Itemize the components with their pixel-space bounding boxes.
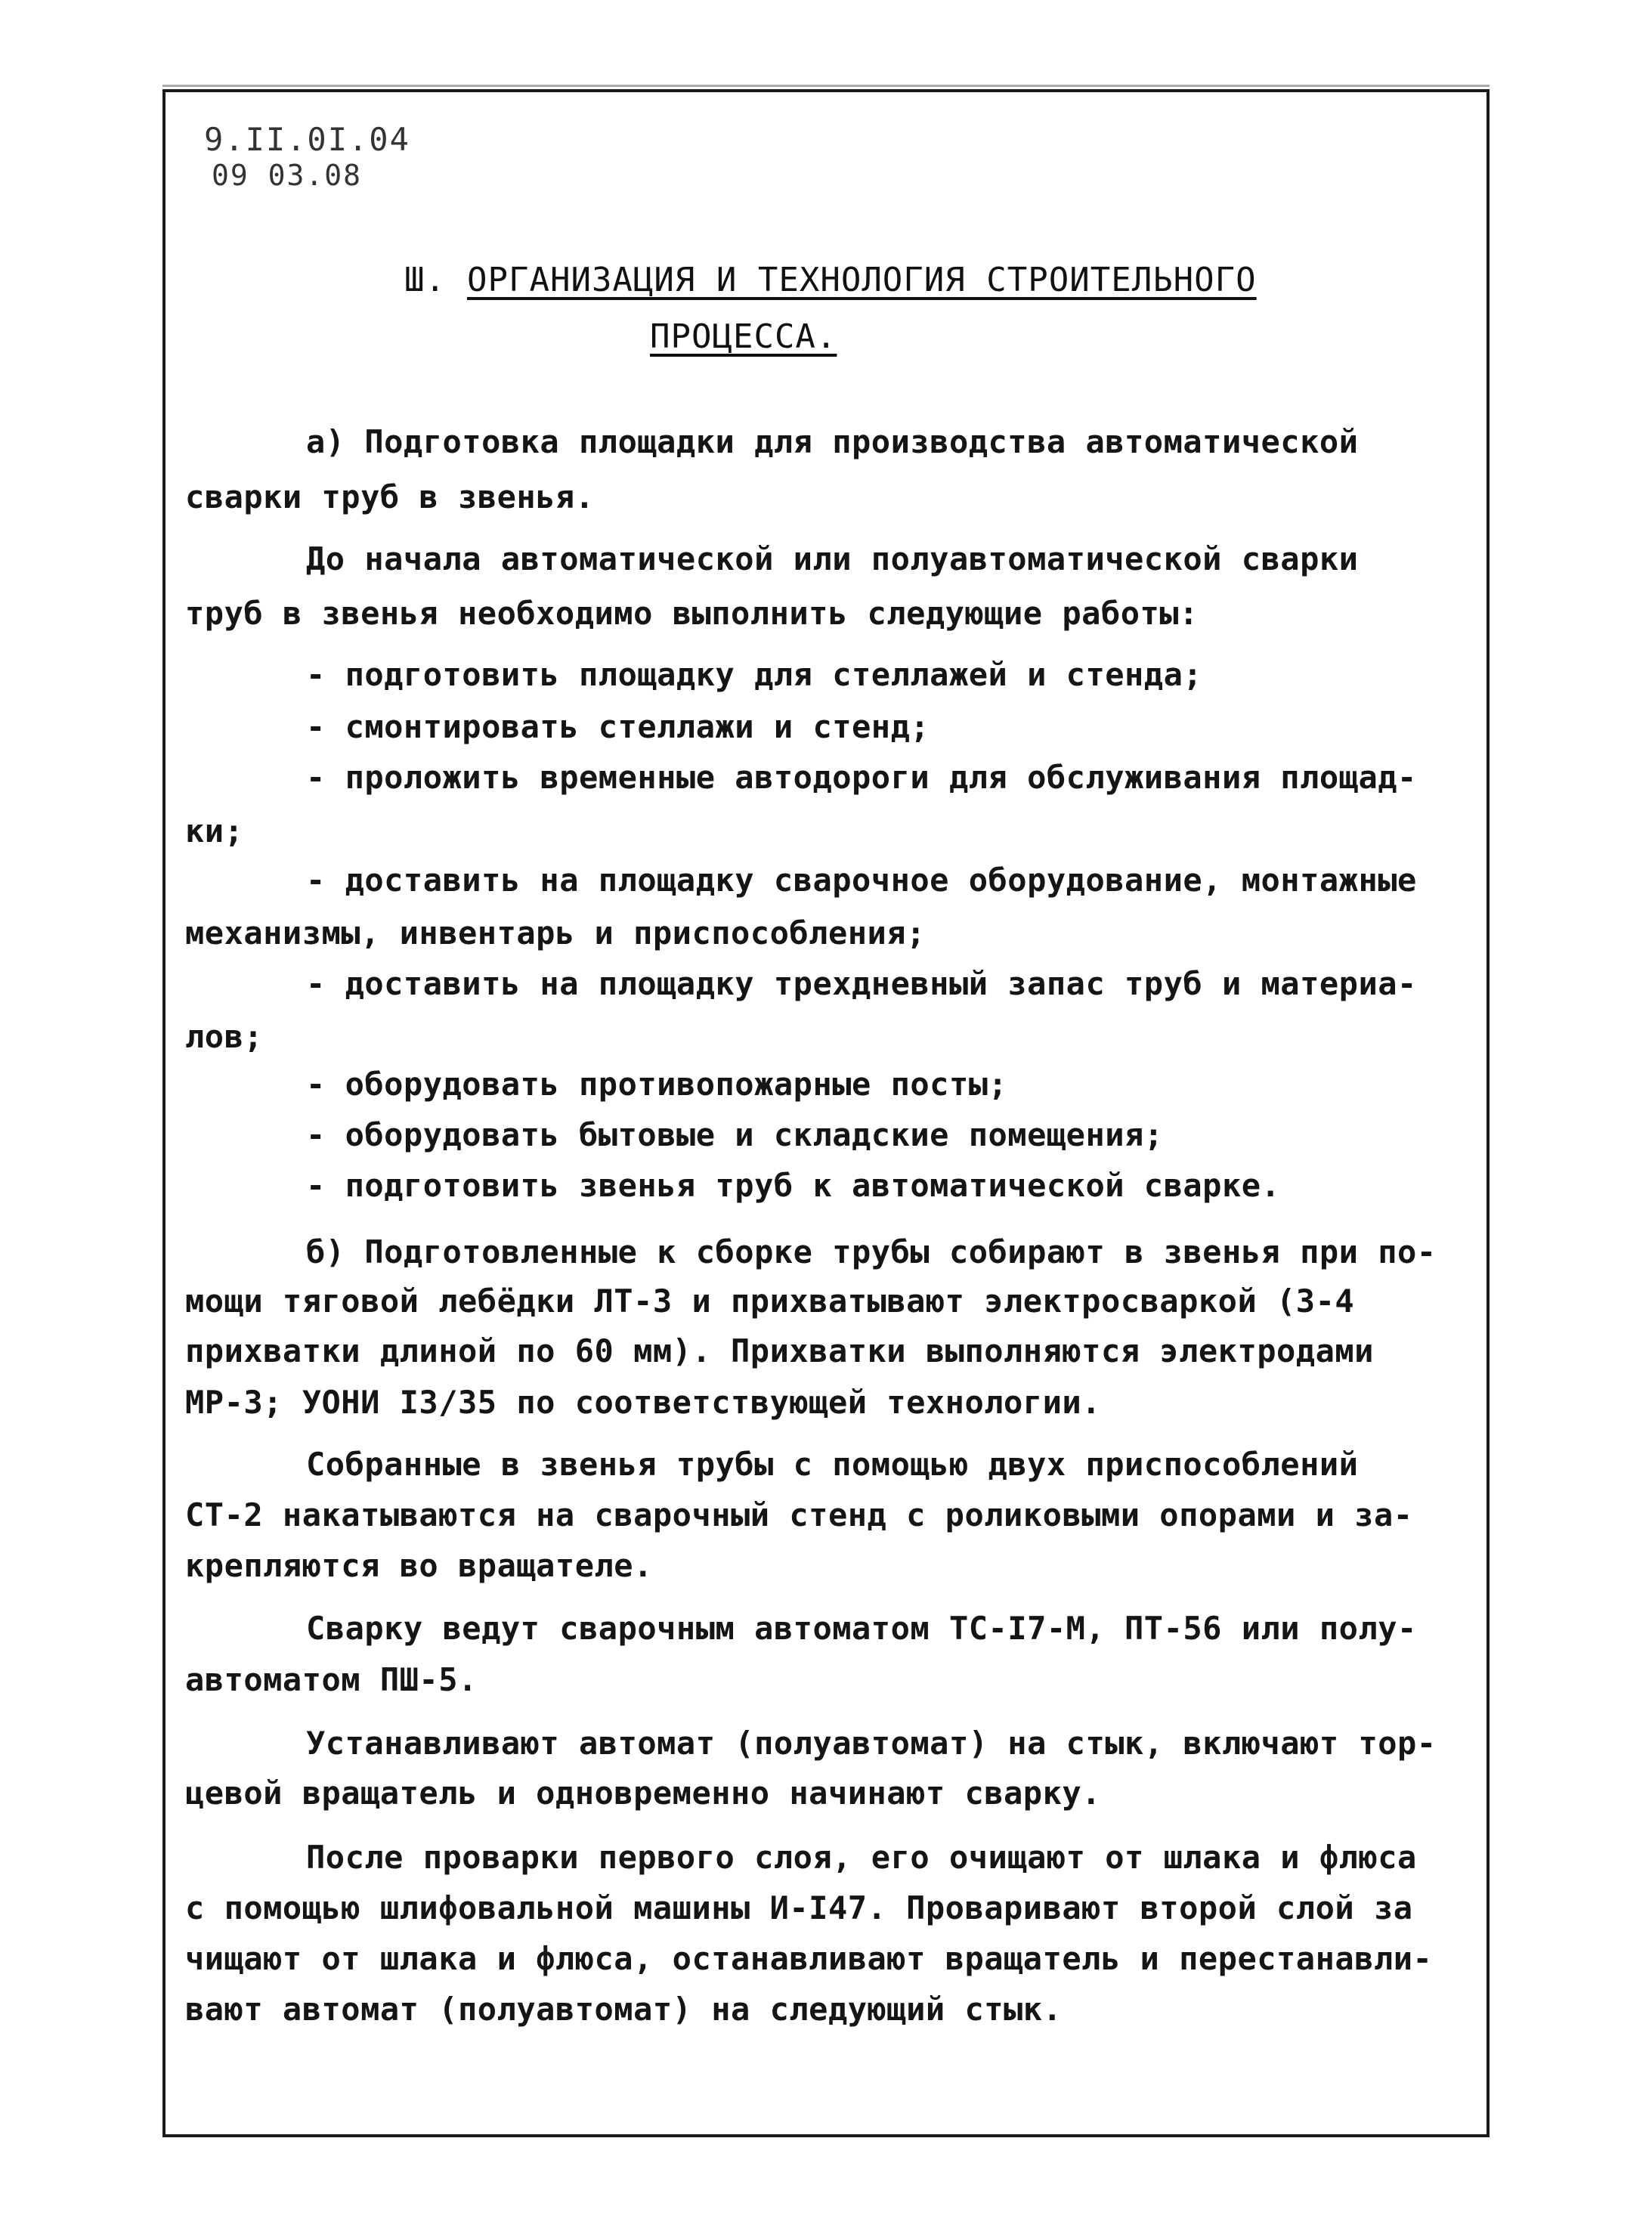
body-line: автоматом ПШ-5. <box>185 1661 478 1698</box>
body-line: До начала автоматической или полуавтоматической сварки <box>306 540 1359 577</box>
list-item: - доставить на площадку трехдневный запас труб и материа- <box>306 965 1417 1002</box>
list-item: - подготовить звенья труб к автоматической сварке. <box>306 1167 1281 1204</box>
body-line: Собранные в звенья трубы с помощью двух приспособлений <box>306 1446 1359 1483</box>
section-title-line1: ОРГАНИЗАЦИЯ И ТЕХНОЛОГИЯ СТРОИТЕЛЬНОГО <box>467 261 1257 299</box>
body-line: б) Подготовленные к сборке трубы собирают в звенья при по- <box>306 1233 1437 1270</box>
list-item: - оборудовать противопожарные посты; <box>306 1066 1008 1103</box>
body-line: МР-3; УОНИ I3/35 по соответствующей технологии. <box>185 1384 1101 1421</box>
page-border <box>162 89 1490 2137</box>
section-number: Ш. <box>404 261 446 299</box>
body-line: После проварки первого слоя, его очищают от шлака и флюса <box>306 1839 1417 1876</box>
document-date-code: 09 03.08 <box>212 159 363 192</box>
body-line: мощи тяговой лебёдки ЛТ-3 и прихватывают электросваркой (3-4 <box>185 1283 1355 1320</box>
body-line: с помощью шлифовальной машины И-I47. Проваривают второй слой за <box>185 1889 1413 1926</box>
frame-top-edge <box>162 85 1490 87</box>
body-line: крепляются во вращателе. <box>185 1547 653 1584</box>
body-line: Устанавливают автомат (полуавтомат) на стык, включают тор- <box>306 1725 1437 1762</box>
list-item: - оборудовать бытовые и складские помещения; <box>306 1116 1164 1153</box>
section-title-line2: ПРОЦЕССА. <box>650 317 837 356</box>
body-line: цевой вращатель и одновременно начинают сварку. <box>185 1775 1101 1812</box>
body-line: труб в звенья необходимо выполнить следующие работы: <box>185 595 1199 632</box>
list-item: - проложить временные автодороги для обслуживания площад- <box>306 759 1417 796</box>
body-line: вают автомат (полуавтомат) на следующий стык. <box>185 1991 1063 2028</box>
body-line: прихватки длиной по 60 мм). Прихватки выполняются электродами <box>185 1332 1374 1369</box>
body-line: СТ-2 накатываются на сварочный стенд с роликовыми опорами и за- <box>185 1496 1413 1533</box>
body-line: чищают от шлака и флюса, останавливают вращатель и перестанавли- <box>185 1940 1433 1977</box>
list-item: - доставить на площадку сварочное оборудование, монтажные <box>306 862 1417 899</box>
body-line: сварки труб в звенья. <box>185 478 595 515</box>
list-item-continuation: лов; <box>185 1018 264 1055</box>
body-line: а) Подготовка площадки для производства автоматической <box>306 423 1359 460</box>
body-line: Сварку ведут сварочным автоматом ТС-I7-М, ПТ-56 или полу- <box>306 1610 1417 1647</box>
list-item-continuation: механизмы, инвентарь и приспособления; <box>185 914 926 952</box>
list-item-continuation: ки; <box>185 812 244 849</box>
list-item: - смонтировать стеллажи и стенд; <box>306 708 930 745</box>
document-code: 9.II.0I.04 <box>204 121 410 158</box>
list-item: - подготовить площадку для стеллажей и стенда; <box>306 656 1203 693</box>
